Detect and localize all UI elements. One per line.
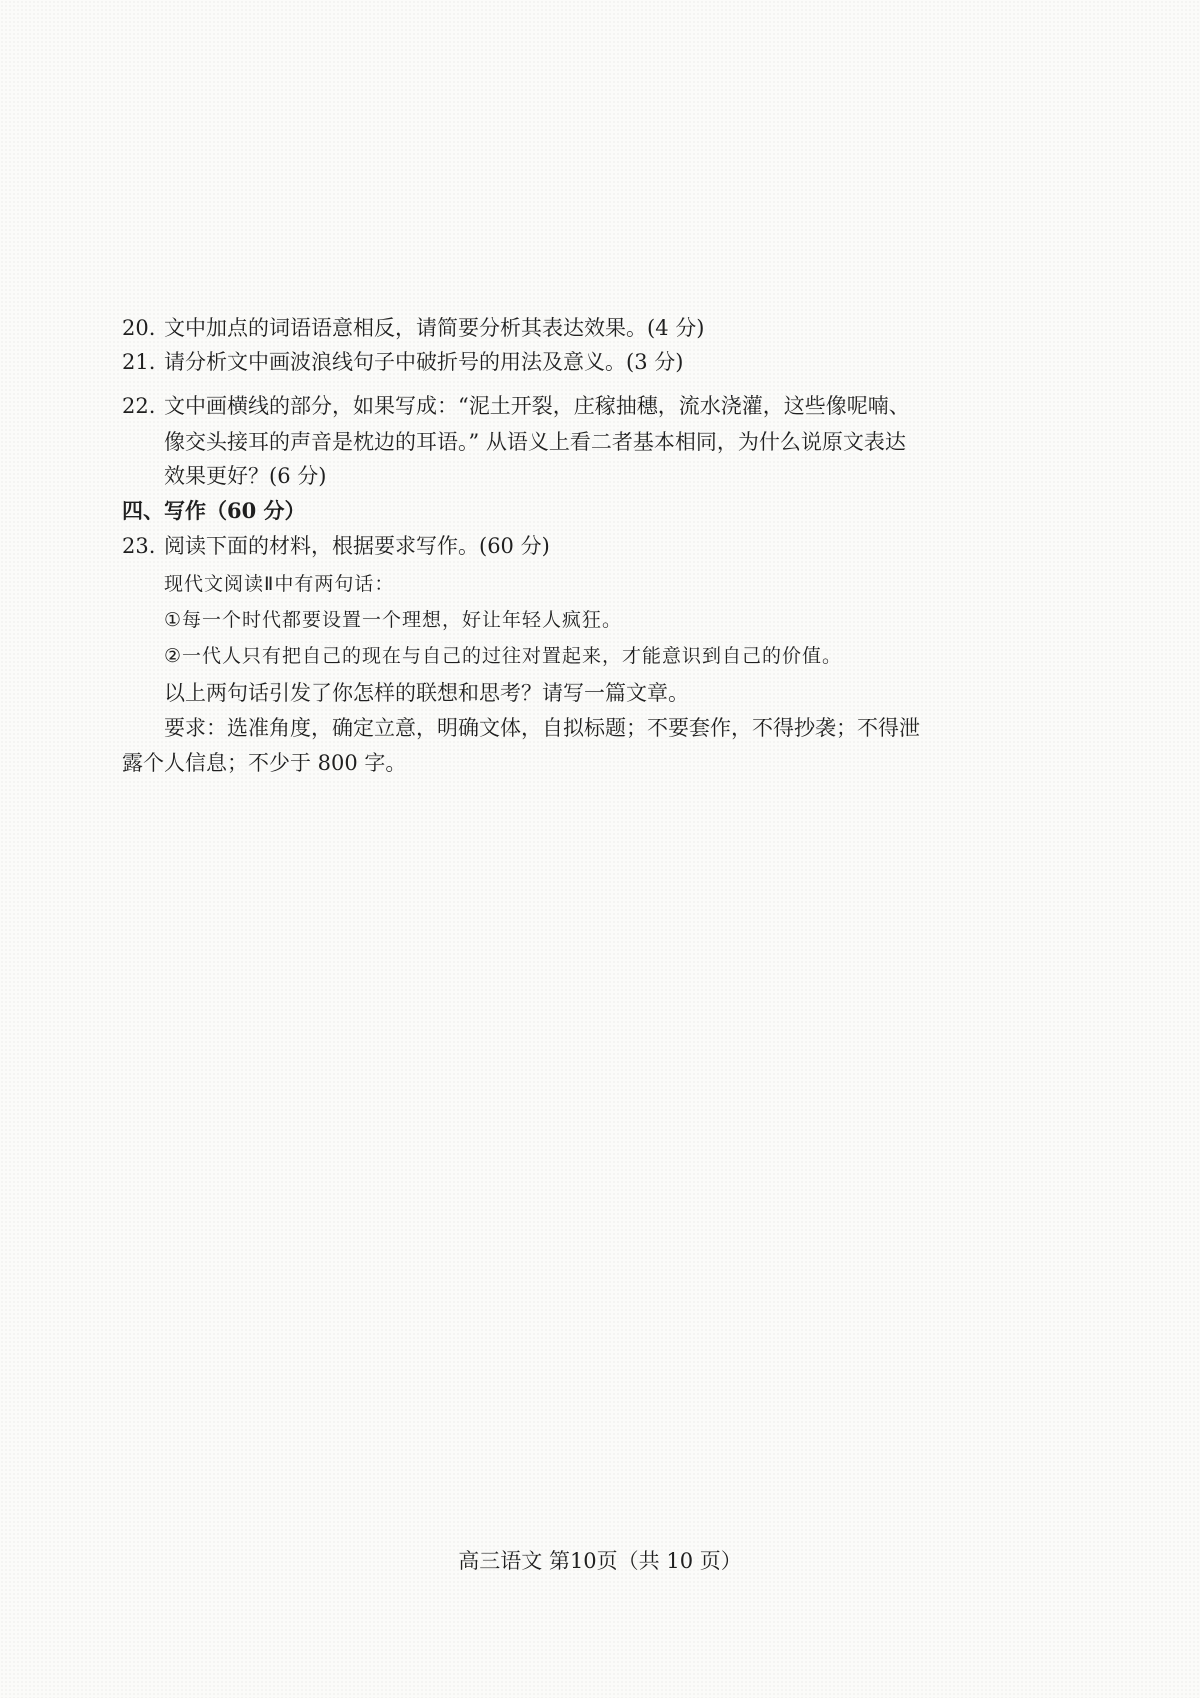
question-text: 请分析文中画波浪线句子中破折号的用法及意义。(3 分): [164, 350, 684, 374]
question-23: [122, 530, 942, 562]
writing-prompt: 以上两句话引发了你怎样的联想和思考？请写一篇文章。: [164, 681, 689, 705]
question-21: [122, 346, 942, 378]
question-text: 文中加点的词语语意相反，请简要分析其表达效果。(4 分): [164, 316, 705, 340]
question-number: 23.: [122, 534, 156, 558]
question-22-line-3: 效果更好？(6 分): [164, 464, 327, 488]
question-text-line-1: 文中画横线的部分，如果写成：“泥土开裂，庄稼抽穗，流水浇灌，这些像呢喃、: [164, 394, 910, 418]
section-heading-writing: 四、写作（60 分）: [122, 498, 306, 523]
question-number: 21.: [122, 350, 156, 374]
question-text: 阅读下面的材料，根据要求写作。(60 分): [164, 534, 550, 558]
question-number: 22.: [122, 394, 156, 418]
material-quote-2: ②一代人只有把自己的现在与自己的过往对置起来，才能意识到自己的价值。: [164, 645, 843, 667]
page-footer: 高三语文 第10页（共 10 页）: [458, 1549, 742, 1573]
material-intro: 现代文阅读Ⅱ中有两句话：: [164, 573, 395, 595]
writing-requirements-line-2: 露个人信息；不少于 800 字。: [122, 751, 407, 775]
question-22-line-2: 像交头接耳的声音是枕边的耳语。” 从语义上看二者基本相同，为什么说原文表达: [164, 430, 906, 454]
writing-requirements-line-1: 要求：选准角度，确定立意，明确文体，自拟标题；不要套作，不得抄袭；不得泄: [164, 716, 920, 740]
question-20: [122, 312, 942, 344]
question-number: 20.: [122, 316, 156, 340]
material-quote-1: ①每一个时代都要设置一个理想，好让年轻人疯狂。: [164, 609, 623, 631]
question-22: [122, 390, 942, 422]
